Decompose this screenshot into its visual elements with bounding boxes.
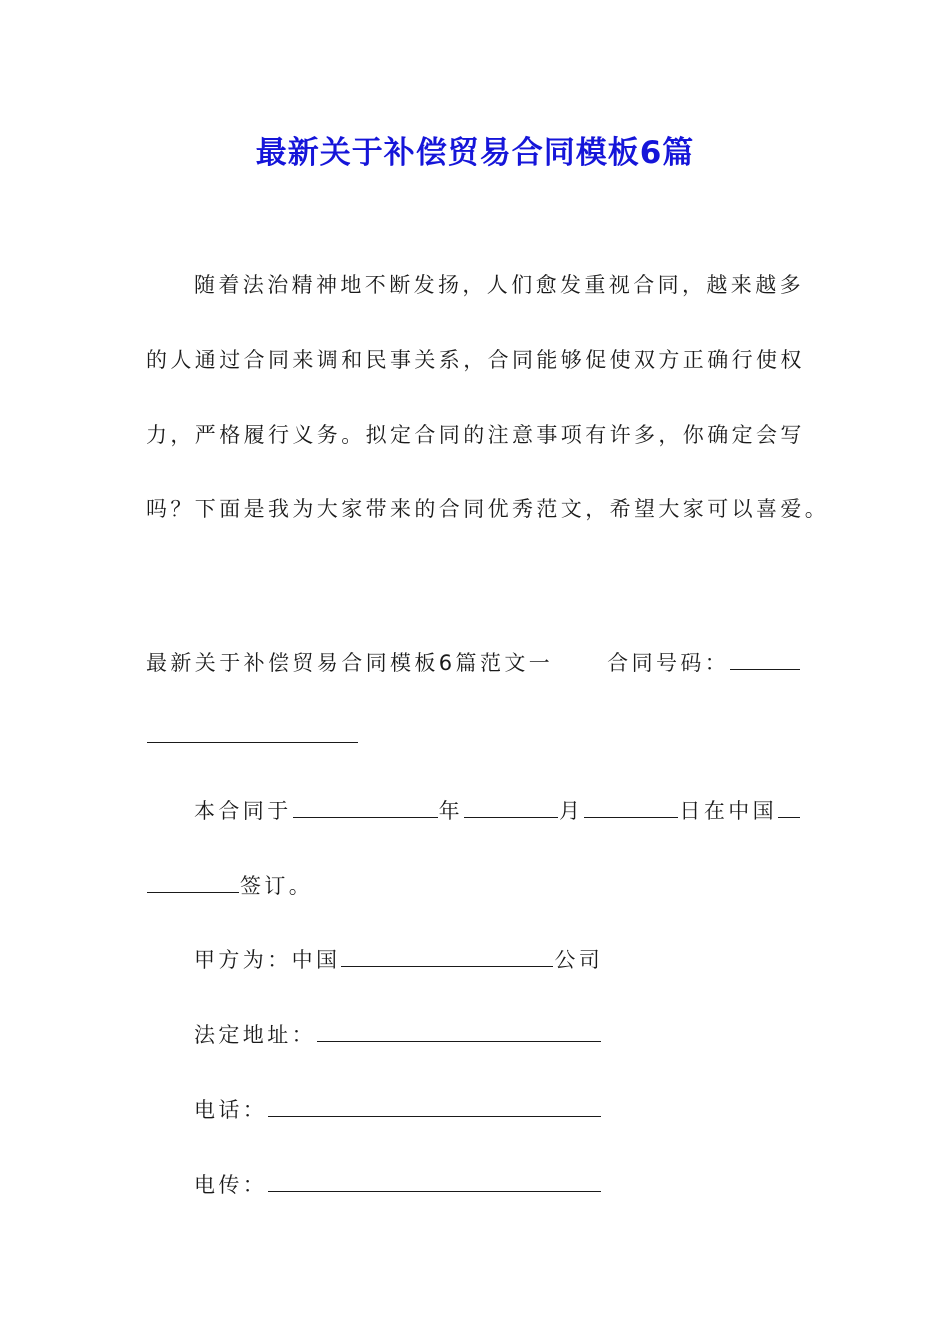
phone-label: 电话： xyxy=(194,1098,268,1122)
signing-suffix: 签订。 xyxy=(240,874,314,898)
day-blank[interactable] xyxy=(584,793,678,818)
section-heading: 最新关于补偿贸易合同模板6篇范文一 xyxy=(146,651,554,675)
contract-no-blank-cont[interactable] xyxy=(147,718,358,743)
contract-no-blank[interactable] xyxy=(730,645,800,670)
address-label: 法定地址： xyxy=(194,1023,316,1047)
place-blank[interactable] xyxy=(778,793,800,818)
month-blank[interactable] xyxy=(464,793,558,818)
party-a-label: 甲方为：中国 xyxy=(194,948,341,972)
signing-line-2 xyxy=(146,868,313,901)
party-a-name-blank[interactable] xyxy=(341,942,553,967)
intro-line-1: 随着法治精神地不断发扬，人们愈发重视合同，越来越多 xyxy=(194,273,804,297)
section-heading-line xyxy=(146,645,801,678)
signing-line xyxy=(194,793,801,826)
contract-no-line-2 xyxy=(146,718,359,751)
address-blank[interactable] xyxy=(317,1017,601,1042)
day-place-label: 日在中国 xyxy=(679,799,778,823)
month-label: 月 xyxy=(559,799,584,823)
intro-line-2: 的人通过合同来调和民事关系，合同能够促使双方正确行使权 xyxy=(146,348,805,372)
fax-label: 电传： xyxy=(194,1173,268,1197)
signing-prefix: 本合同于 xyxy=(194,799,292,823)
year-label: 年 xyxy=(438,799,464,823)
year-blank[interactable] xyxy=(293,793,438,818)
contract-no-label: 合同号码： xyxy=(607,651,730,675)
document-title: 最新关于补偿贸易合同模板6篇 xyxy=(255,135,695,171)
fax-blank[interactable] xyxy=(268,1167,601,1192)
address-line xyxy=(194,1017,602,1050)
party-a-suffix: 公司 xyxy=(554,948,604,972)
fax-line xyxy=(194,1167,602,1200)
phone-blank[interactable] xyxy=(268,1092,601,1117)
party-a-line xyxy=(194,942,603,975)
phone-line xyxy=(194,1092,602,1125)
intro-line-4: 吗？下面是我为大家带来的合同优秀范文，希望大家可以喜爱。 xyxy=(146,497,830,521)
intro-line-3: 力，严格履行义务。拟定合同的注意事项有许多，你确定会写 xyxy=(146,423,805,447)
place-blank-cont[interactable] xyxy=(147,868,239,893)
